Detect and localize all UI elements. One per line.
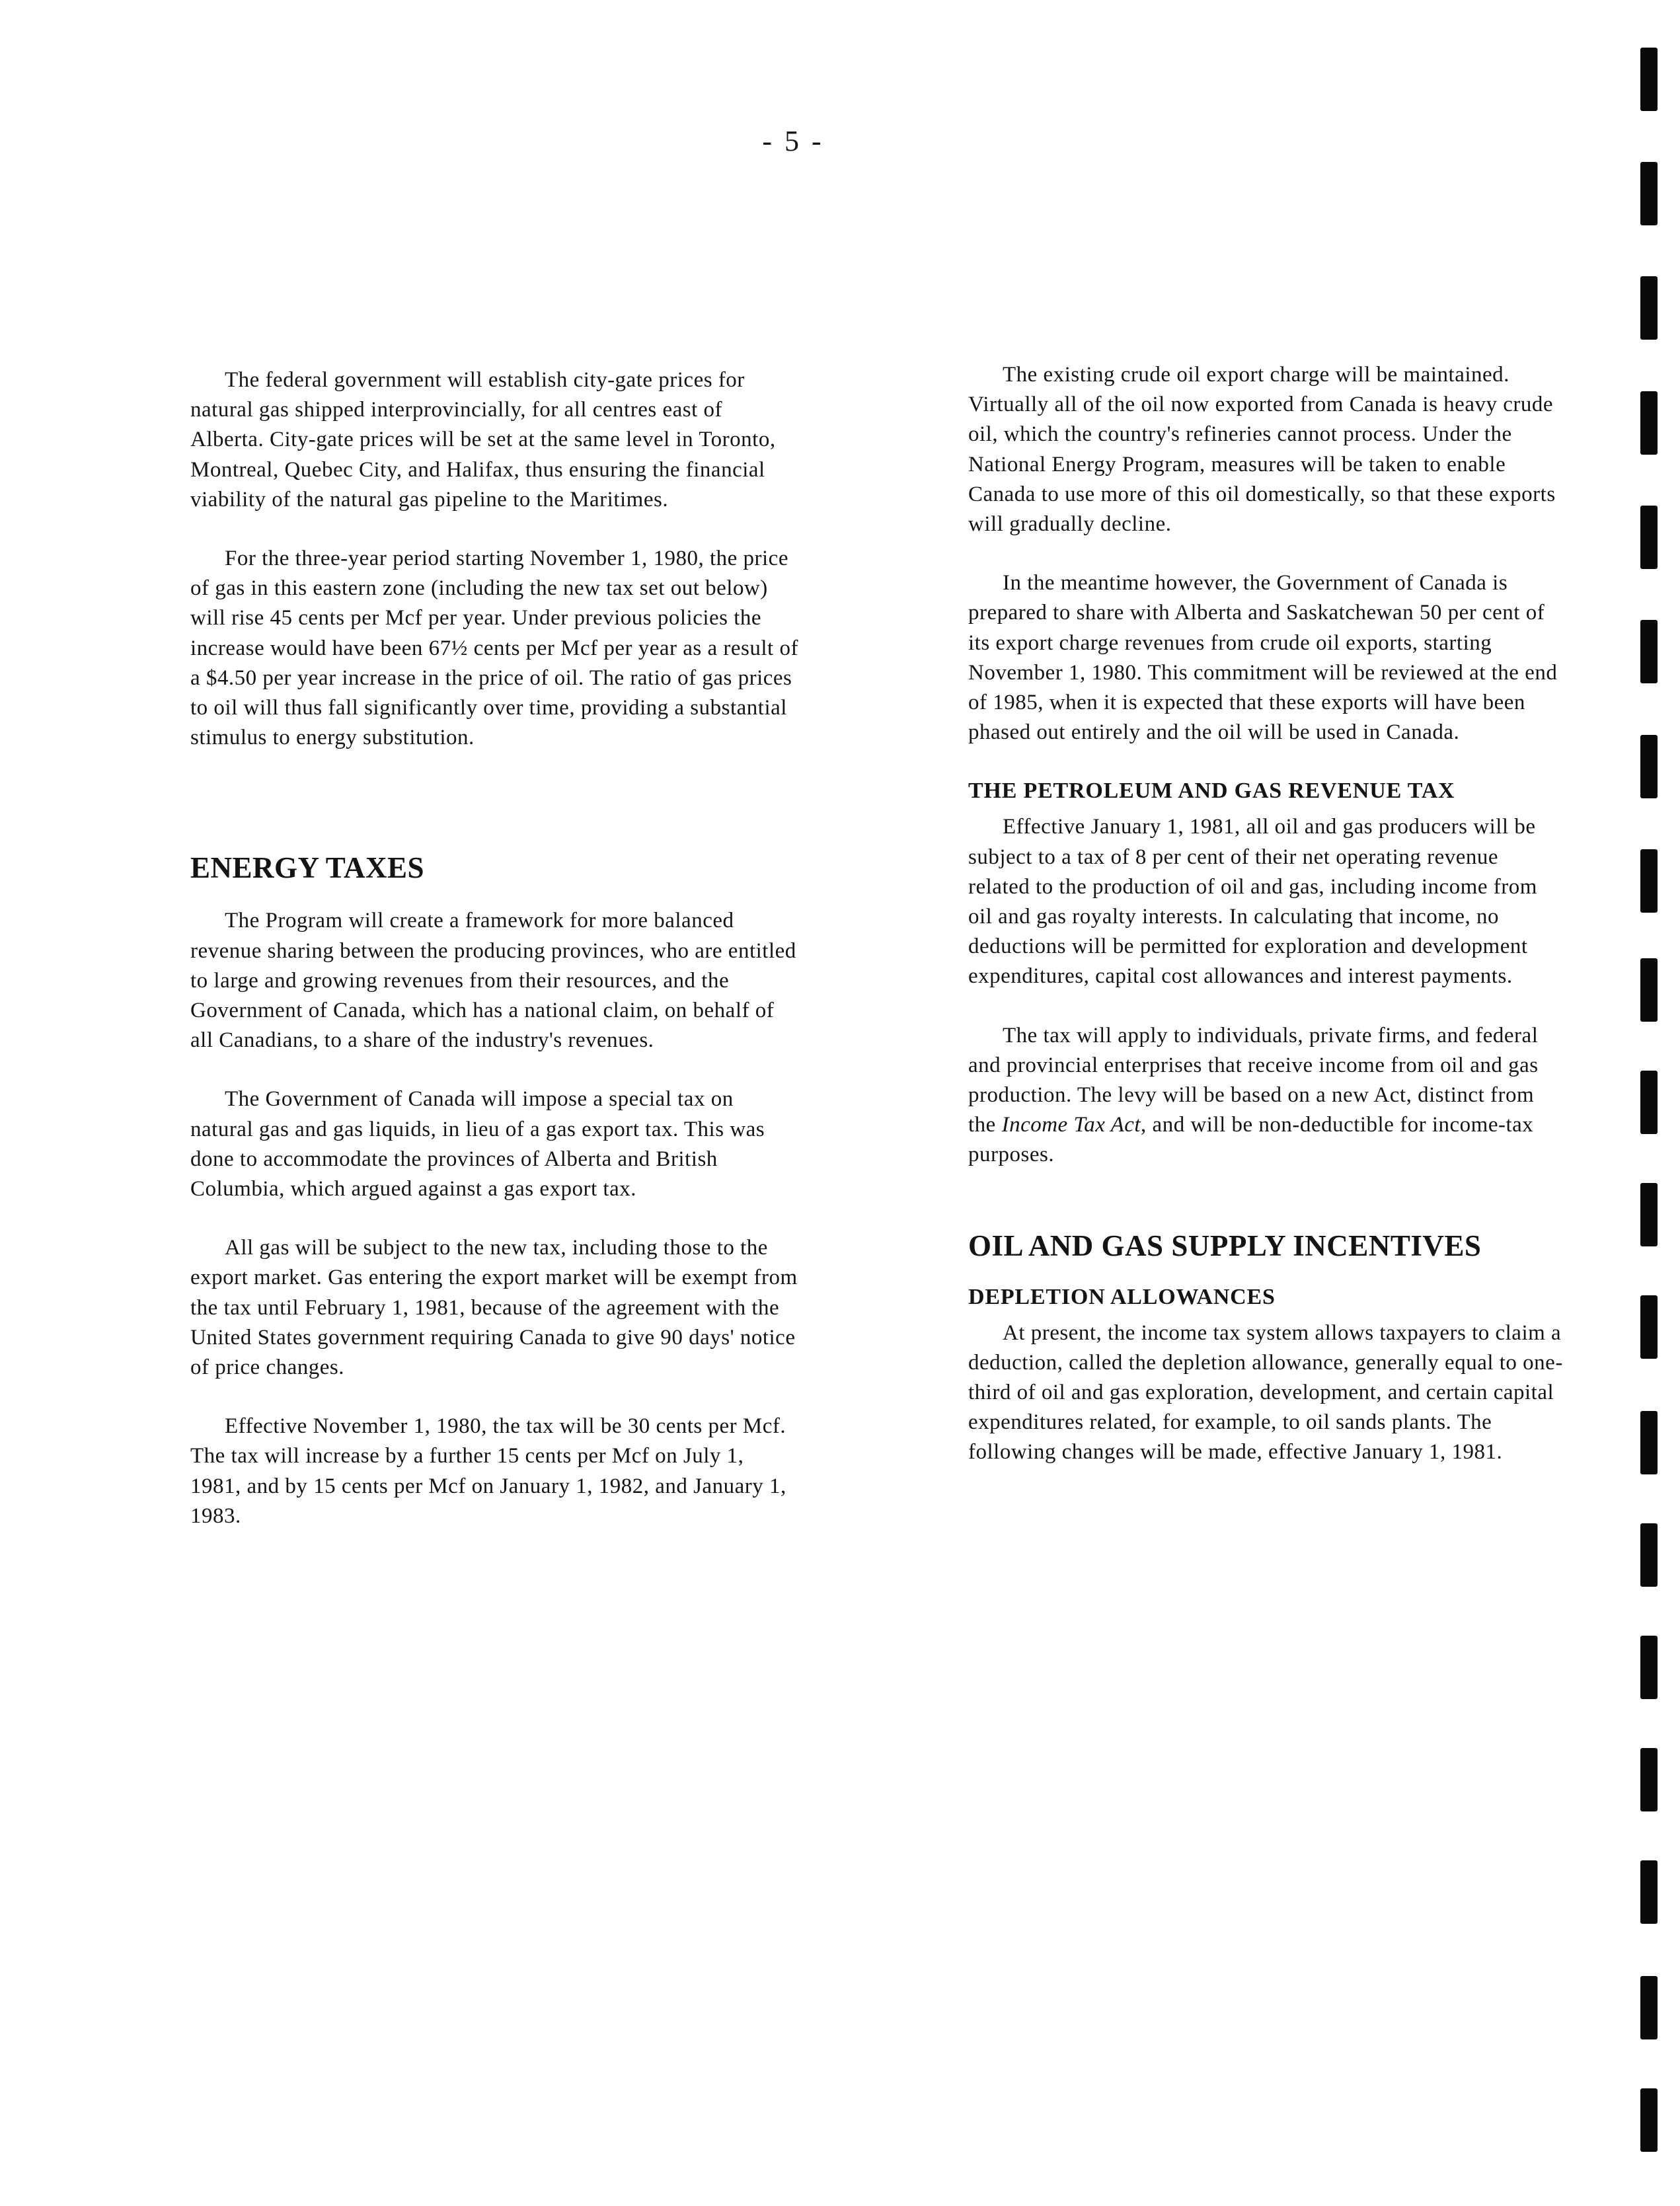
- edge-mark: [1640, 1295, 1658, 1359]
- body-paragraph: [968, 1021, 1563, 1170]
- act-name-italic: Income Tax Act: [1001, 1113, 1141, 1137]
- edge-mark: [1640, 1976, 1658, 2039]
- text-run: , and will be non-deductible for income-tax purposes.: [968, 1113, 1534, 1167]
- section-heading-energy-taxes: ENERGY TAXES: [190, 851, 425, 885]
- body-paragraph: The Program will create a framework for more balanced revenue sharing between the producing provinces, who are entitled to large and growing revenues from their resources, and the Government of Canada, which has a national claim, on behalf of all Canadians, to a share of the industry's revenues.: [190, 909, 796, 1053]
- text-run: The tax will apply to individuals, private firms, and federal and provincial enterprises that receive income from oil and gas production. The levy will be based on a new Act, distinct from the: [968, 1023, 1539, 1137]
- edge-mark: [1640, 958, 1658, 1022]
- edge-mark: [1640, 276, 1658, 340]
- edge-mark: [1640, 1860, 1658, 1924]
- edge-mark: [1640, 735, 1658, 798]
- body-paragraph: In the meantime however, the Government of Canada is prepared to share with Alberta and Saskatchewan 50 per cent of its export charge revenues from crude oil exports, starting November 1, 1980. This commitment will be reviewed at the end of 1985, when it is expected that these exports will have been phased out entirely and the oil will be used in Canada.: [968, 571, 1558, 745]
- body-paragraph: All gas will be subject to the new tax, including those to the export market. Gas entering the export market will be exempt from the tax until February 1, 1981, because of the agreement with the United States government requiring Canada to give 90 days' notice of price changes.: [190, 1236, 798, 1380]
- edge-mark: [1640, 162, 1658, 225]
- body-paragraph: Effective November 1, 1980, the tax will be 30 cents per Mcf. The tax will increase by a further 15 cents per Mcf on July 1, 1981, and by 15 cents per Mcf on January 1, 1982, and January 1, 1983.: [190, 1414, 786, 1528]
- page-number: - 5 -: [762, 125, 824, 157]
- edge-mark: [1640, 506, 1658, 569]
- body-paragraph: At present, the income tax system allows taxpayers to claim a deduction, called the depletion allowance, generally equal to one-third of oil and gas exploration, development, and certain capital expenditures related, for example, to oil sands plants. The following changes will be made, effective January 1, 1981.: [968, 1320, 1563, 1464]
- body-paragraph: The Government of Canada will impose a special tax on natural gas and gas liquids, in lieu of a gas export tax. This was done to accommodate the provinces of Alberta and British Columbia, which argued against a gas export tax.: [190, 1087, 765, 1201]
- body-paragraph: The existing crude oil export charge will be maintained. Virtually all of the oil now exported from Canada is heavy crude oil, which the country's refineries cannot process. Under the National Energy Program, measures will be taken to enable Canada to use more of this oil domestically, so that these exports will gradually decline.: [968, 363, 1556, 537]
- left-column: [190, 365, 798, 1531]
- edge-mark: [1640, 1183, 1658, 1246]
- edge-mark: [1640, 620, 1658, 683]
- edge-mark: [1640, 391, 1658, 455]
- body-paragraph: The federal government will establish city-gate prices for natural gas shipped interprovincially, for all centres east of Alberta. City-gate prices will be set at the same level in Toronto, Montreal, Quebec City, and Halifax, thus ensuring the financial viability of the natural gas pipeline to the Maritimes.: [190, 368, 776, 512]
- subsection-heading-depletion-allowances: DEPLETION ALLOWANCES: [968, 1284, 1276, 1309]
- edge-mark: [1640, 2088, 1658, 2152]
- edge-mark: [1640, 1748, 1658, 1811]
- edge-mark: [1640, 48, 1658, 111]
- edge-mark: [1640, 1071, 1658, 1134]
- right-column: [968, 360, 1563, 1468]
- edge-mark: [1640, 849, 1658, 913]
- subsection-heading-petroleum-gas-revenue-tax: THE PETROLEUM AND GAS REVENUE TAX: [968, 779, 1455, 804]
- section-heading-supply-incentives: OIL AND GAS SUPPLY INCENTIVES: [968, 1229, 1482, 1262]
- edge-mark: [1640, 1523, 1658, 1587]
- edge-mark: [1640, 1636, 1658, 1699]
- edge-mark: [1640, 1411, 1658, 1474]
- body-paragraph: Effective January 1, 1981, all oil and gas producers will be subject to a tax of 8 per cent of their net operating revenue related to the production of oil and gas, including income from oil and gas royalty interests. In calculating that income, no deductions will be permitted for exploration and development expenditures, capital cost allowances and interest payments.: [968, 815, 1537, 989]
- body-paragraph: For the three-year period starting November 1, 1980, the price of gas in this eastern zone (including the new tax set out below) will rise 45 cents per Mcf per year. Under previous policies the increase would have been 67½ cents per Mcf per year as a result of a $4.50 per year increase in the price of oil. The ratio of gas prices to oil will thus fall significantly over time, providing a substantial stimulus to energy substitution.: [190, 547, 798, 750]
- scan-edge-marks: [1640, 0, 1680, 2206]
